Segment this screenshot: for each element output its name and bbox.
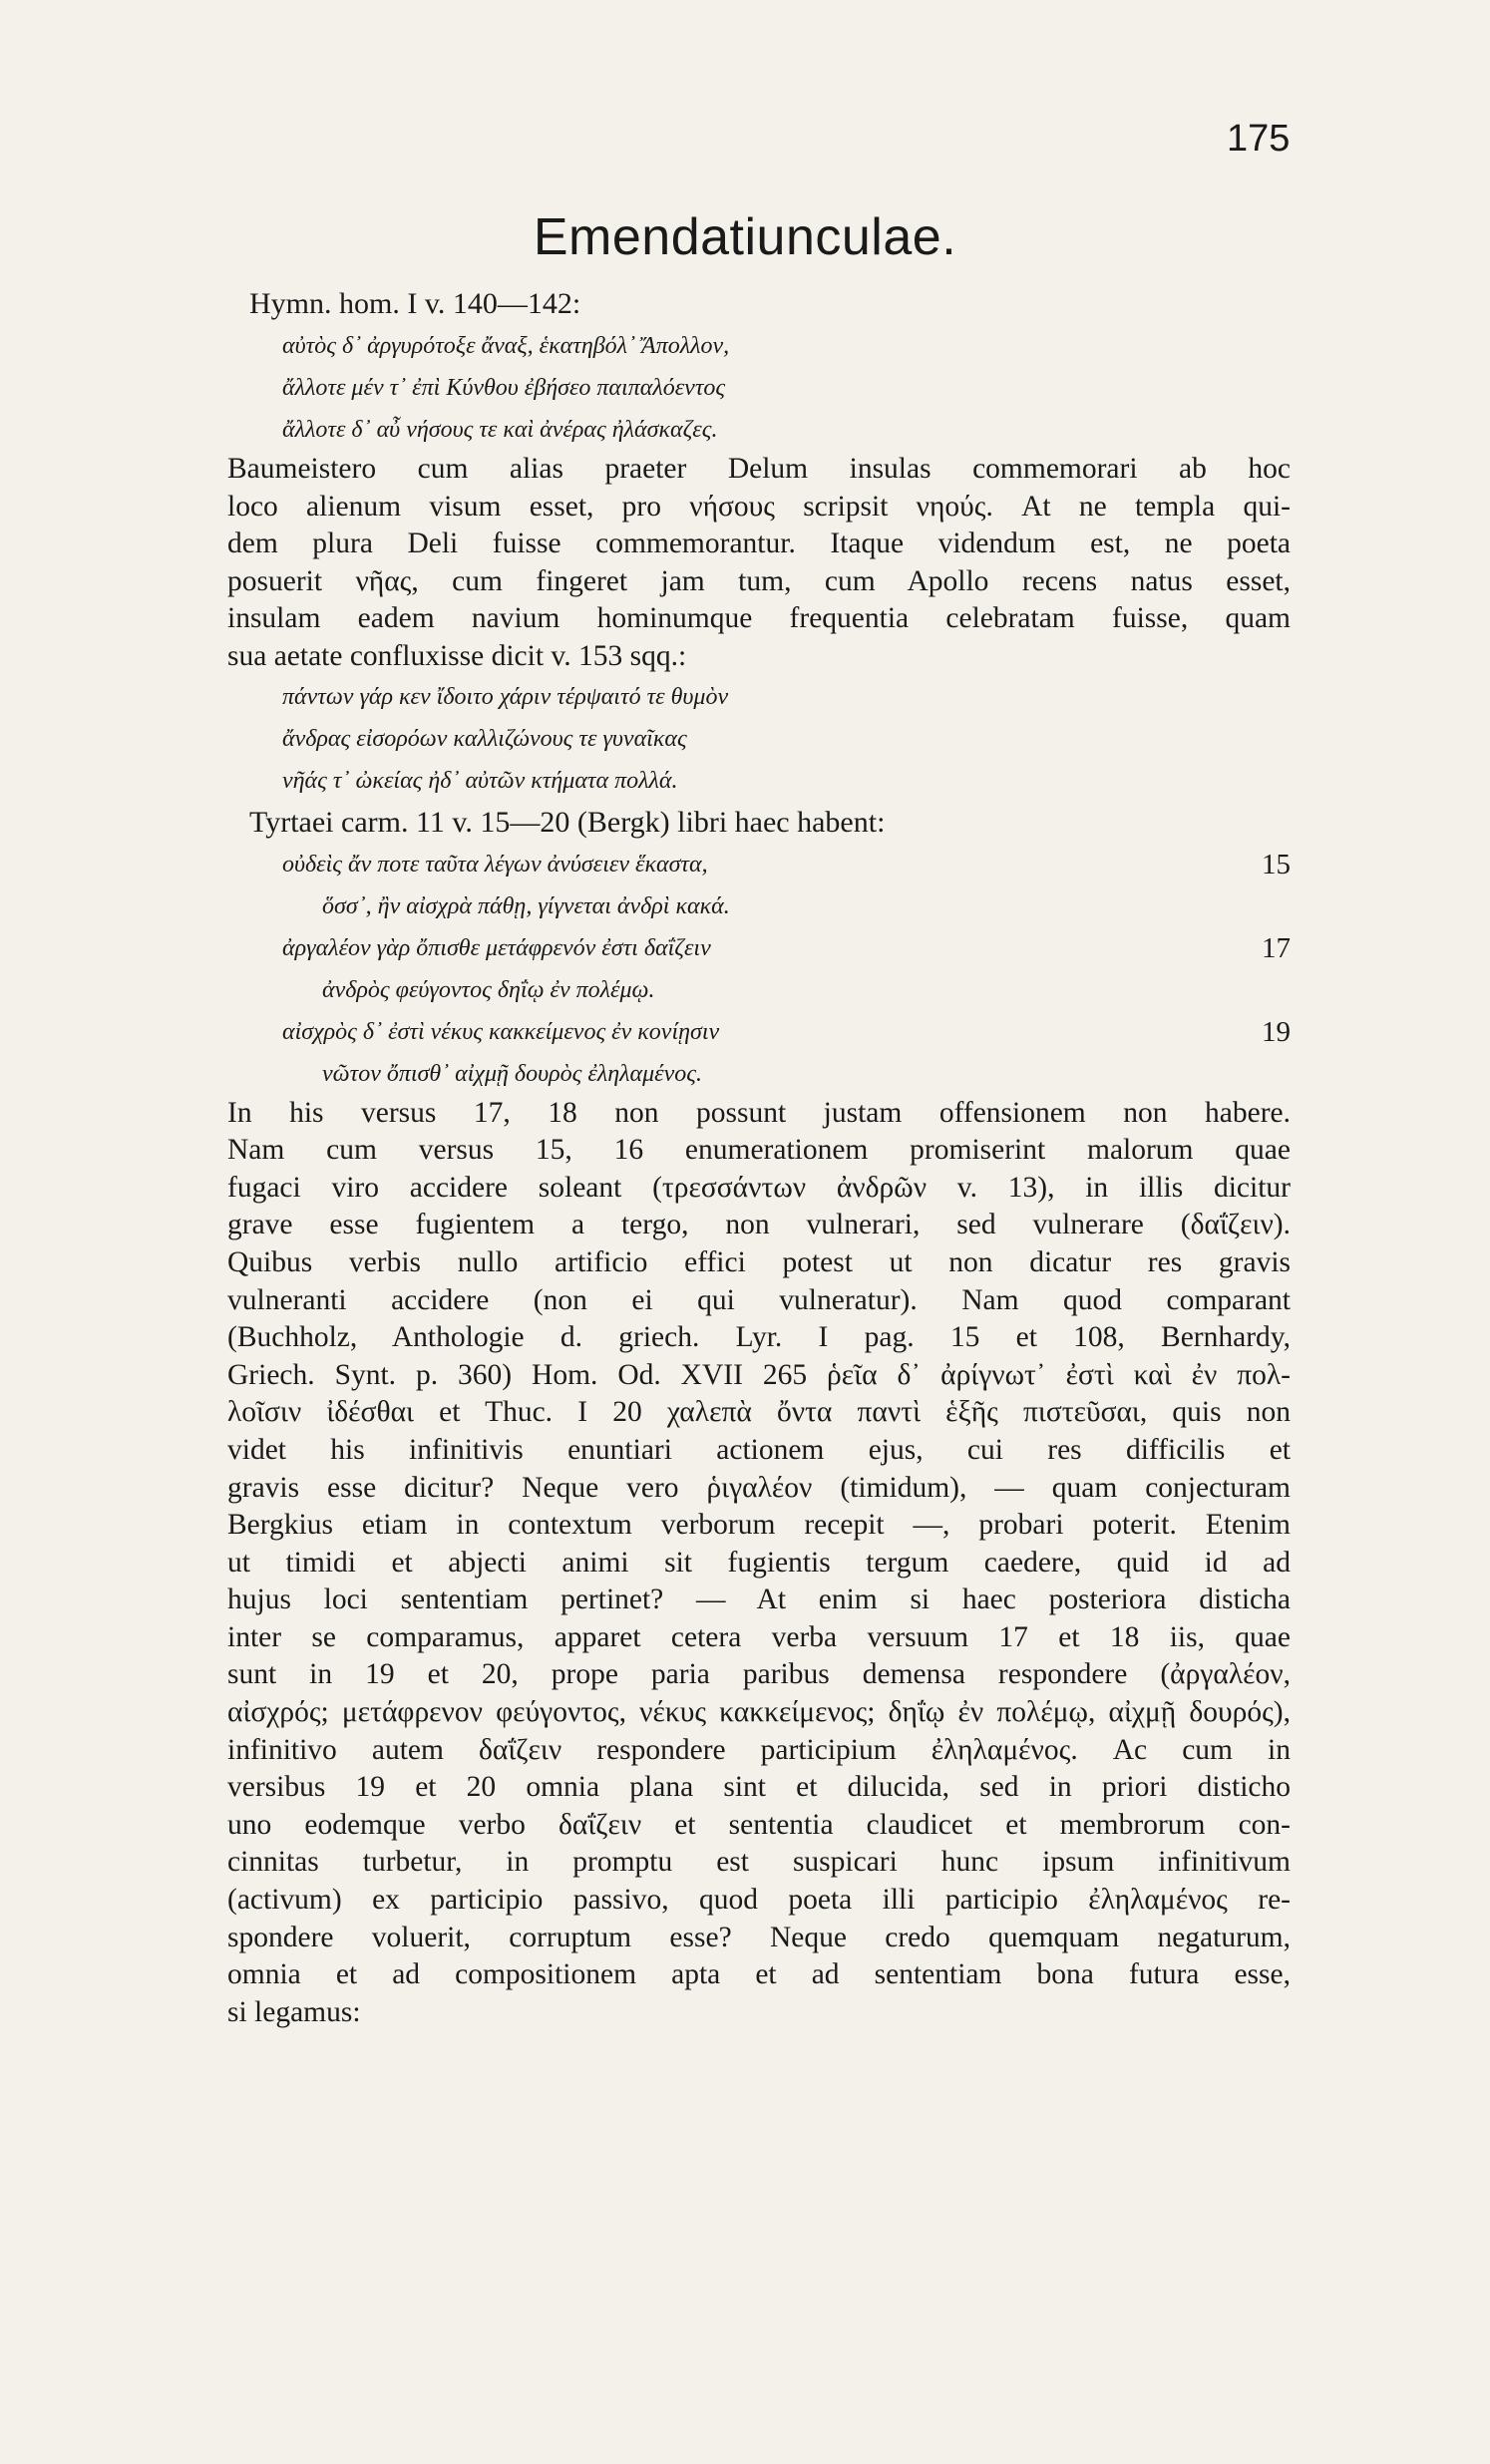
quote-line: ἄλλοτε μέν τ᾽ ἐπὶ Κύνθου ἐβήσεο παιπαλόεντος [282, 375, 726, 401]
prose-line: Nam cum versus 15, 16 enumerationem promiserint malorum quae [227, 1134, 1291, 1167]
prose-line: λοῖσιν ἰδέσθαι et Thuc. I 20 χαλεπὰ ὄντα παντὶ ἑξῆς πιστεῦσαι, quis non [227, 1396, 1291, 1429]
prose-line: (Buchholz, Anthologie d. griech. Lyr. I pag. 15 et 108, Bernhardy, [227, 1321, 1291, 1354]
prose-line: videt his infinitivis enuntiari actionem ejus, cui res difficilis et [227, 1433, 1291, 1466]
prose-line: fugaci viro accidere soleant (τρεσσάντων ἀνδρῶν v. 13), in illis dicitur [227, 1171, 1291, 1204]
prose-line: inter se comparamus, apparet cetera verba versuum 17 et 18 iis, quae [227, 1620, 1291, 1653]
prose-line: Quibus verbis nullo artificio effici potest ut non dicatur res gravis [227, 1245, 1291, 1278]
verse-line [282, 1053, 1291, 1095]
prose-line: sua aetate confluxisse dicit v. 153 sqq.: [227, 639, 687, 672]
verses-tyrtaeus [282, 844, 1291, 1095]
prose-line: Baumeistero cum alias praeter Delum insulas commemorari ab hoc [227, 453, 1291, 485]
verse-text: οὐδεὶς ἄν ποτε ταῦτα λέγων ἀνύσειεν ἕκαστα, [282, 851, 708, 878]
prose-line: sunt in 19 et 20, prope paria paribus demensa respondere (ἀργαλέον, [227, 1658, 1291, 1691]
prose-line: posuerit νῆας, cum fingeret jam tum, cum Apollo recens natus esset, [227, 564, 1291, 597]
verse-text: αἰσχρὸς δ᾽ ἐστὶ νέκυς κακκείμενος ἐν κονίῃσιν [282, 1018, 720, 1045]
prose-line: omnia et ad compositionem apta et ad sententiam bona futura esse, [227, 1958, 1291, 1991]
verse-line [282, 885, 1291, 927]
verse-number: 19 [1262, 1015, 1291, 1048]
prose-line: αἰσχρός; μετάφρενον φεύγοντος, νέκυς κακκείμενος; δηΐῳ ἐν πολέμῳ, αἰχμῇ δουρός), [227, 1696, 1291, 1729]
verse-text: νῶτον ὄπισθ᾽ αἰχμῇ δουρὸς ἐληλαμένος. [322, 1060, 702, 1087]
quote-line: ἄλλοτε δ᾽ αὖ νήσους τε καὶ ἀνέρας ἠλάσκαζες. [282, 417, 718, 443]
quote-line: αὐτὸς δ᾽ ἀργυρότοξε ἄναξ, ἑκατηβόλ᾽ Ἄπολλον, [282, 333, 730, 359]
quote-line: πάντων γάρ κεν ἴδοιτο χάριν τέρψαιτό τε θυμὸν [282, 683, 729, 710]
verse-text: ὅσσ᾽, ἢν αἰσχρὰ πάθῃ, γίγνεται ἀνδρὶ κακά. [322, 892, 730, 919]
prose-line: loco alienum visum esset, pro νήσους scripsit νηούς. At ne templa qui- [227, 490, 1291, 523]
paragraph-hymn [227, 451, 1291, 676]
citation-tyrtaeus: Tyrtaei carm. 11 v. 15—20 (Bergk) libri haec habent: [249, 805, 886, 839]
prose-line: insulam eadem navium hominumque frequentia celebratam fuisse, quam [227, 602, 1291, 635]
prose-line: si legamus: [227, 1995, 361, 2028]
prose-line: Bergkius etiam in contextum verborum recepit —, probari poterit. Etenim [227, 1509, 1291, 1542]
prose-line: Griech. Synt. p. 360) Hom. Od. XVII 265 ῥεῖα δ᾽ ἀρίγνωτ᾽ ἐστὶ καὶ ἐν πολ- [227, 1358, 1291, 1391]
quote-hymn-2 [282, 676, 1291, 802]
prose-line: versibus 19 et 20 omnia plana sint et dilucida, sed in priori disticho [227, 1771, 1291, 1804]
page-number: 175 [1227, 118, 1291, 160]
verse-line [282, 927, 1291, 969]
quote-line: νῆάς τ᾽ ὠκείας ἠδ᾽ αὐτῶν κτήματα πολλά. [282, 767, 678, 794]
prose-line: ut timidi et abjecti animi sit fugientis tergum caedere, quid id ad [227, 1546, 1291, 1579]
prose-line: In his versus 17, 18 non possunt justam offensionem non habere. [227, 1096, 1291, 1129]
page-title: Emendatiunculae. [533, 208, 957, 266]
quote-hymn [282, 325, 1291, 451]
prose-line: vulneranti accidere (non ei qui vulneratur). Nam quod comparant [227, 1283, 1291, 1316]
prose-line: infinitivo autem δαΐζειν respondere participium ἐληλαμένος. Ac cum in [227, 1733, 1291, 1766]
verse-text: ἀργαλέον γὰρ ὄπισθε μετάφρενόν ἐστι δαΐζειν [282, 934, 711, 961]
main-text [227, 283, 1291, 2031]
quote-line: ἄνδρας εἰσορόων καλλιζώνους τε γυναῖκας [282, 725, 687, 752]
prose-line: grave esse fugientem a tergo, non vulnerari, sed vulnerare (δαΐζειν). [227, 1209, 1291, 1241]
verse-line [282, 969, 1291, 1011]
prose-line: cinnitas turbetur, in promptu est suspicari hunc ipsum infinitivum [227, 1846, 1291, 1879]
verse-line [282, 844, 1291, 885]
prose-line: uno eodemque verbo δαΐζειν et sententia claudicet et membrorum con- [227, 1808, 1291, 1841]
prose-line: hujus loci sententiam pertinet? — At enim si haec posteriora disticha [227, 1584, 1291, 1616]
prose-line: gravis esse dicitur? Neque vero ῥιγαλέον (timidum), — quam conjecturam [227, 1471, 1291, 1504]
verse-number: 15 [1262, 848, 1291, 880]
prose-line: spondere voluerit, corruptum esse? Neque credo quemquam negaturum, [227, 1921, 1291, 1953]
verse-number: 17 [1262, 931, 1291, 964]
verse-line [282, 1011, 1291, 1053]
verse-text: ἀνδρὸς φεύγοντος δηΐῳ ἐν πολέμῳ. [322, 976, 655, 1003]
paragraph-tyrtaeus [227, 1095, 1291, 2032]
prose-line: dem plura Deli fuisse commemorantur. Itaque videndum est, ne poeta [227, 528, 1291, 560]
citation-hymn: Hymn. hom. I v. 140—142: [249, 287, 581, 320]
prose-line: (activum) ex participio passivo, quod poeta illi participio ἐληλαμένος re- [227, 1884, 1291, 1917]
